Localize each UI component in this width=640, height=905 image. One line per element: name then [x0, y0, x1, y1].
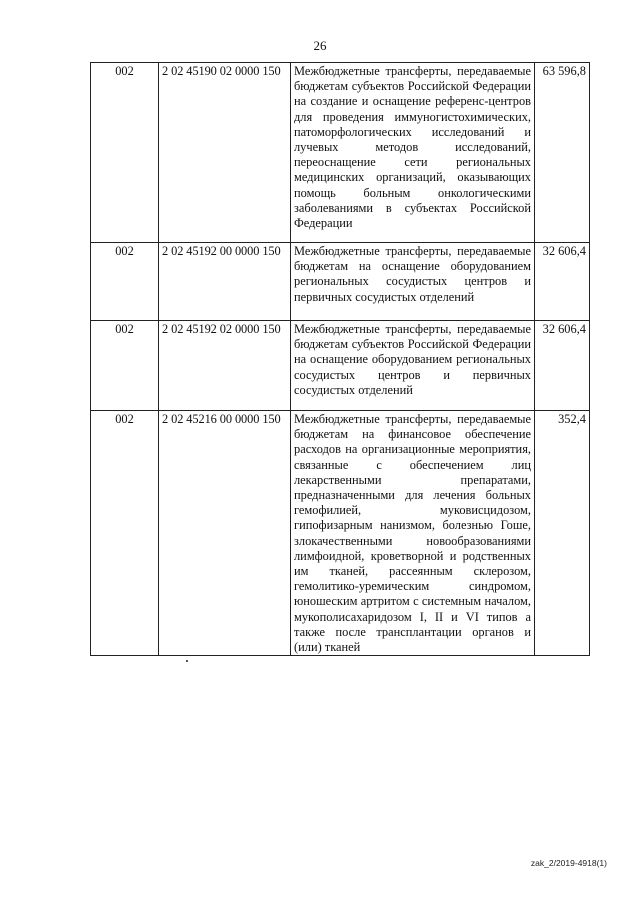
description-cell: Межбюджетные трансферты, передаваемые бюджетам субъектов Российской Федерации на создание и оснащение референс-центров для проведения иммуногистохимических, патоморфологических исследований и лучевых методов исследований, переоснащение сети региональных медицинских организаций, оказывающих помощь больным онкологическими заболеваниями в субъектах Российской Федерации [291, 63, 535, 243]
table-row [91, 63, 590, 243]
table-row [91, 321, 590, 411]
description-cell: Межбюджетные трансферты, передаваемые бюджетам на финансовое обеспечение расходов на организационные мероприятия, связанные с обеспечением лиц лекарственными препаратами, предназначенными для лечения больных гемофилией, муковисцидозом, гипофизарным нанизмом, болезнью Гоше, злокачественными новообразованиями лимфоидной, кроветворной и родственных им тканей, рассеянным склерозом, гемолитико-уремическим синдромом, юношеским артритом с системным началом, мукополисахаридозом I, II и VI типов а также после трансплантации органов и (или) тканей [291, 411, 535, 656]
admin-code-cell: 002 [91, 63, 159, 243]
table-row [91, 411, 590, 656]
amount-cell: 352,4 [535, 411, 590, 656]
admin-code-cell: 002 [91, 243, 159, 321]
footer-reference: zak_2/2019-4918(1) [530, 858, 607, 868]
budget-code-cell: 2 02 45190 02 0000 150 [159, 63, 291, 243]
amount-cell: 32 606,4 [535, 243, 590, 321]
table-row [91, 243, 590, 321]
budget-code-cell: 2 02 45192 02 0000 150 [159, 321, 291, 411]
scan-mark [186, 660, 188, 662]
page-number: 26 [313, 38, 327, 53]
budget-table [90, 62, 590, 656]
budget-code-cell: 2 02 45216 00 0000 150 [159, 411, 291, 656]
admin-code-cell: 002 [91, 411, 159, 656]
admin-code-cell: 002 [91, 321, 159, 411]
description-cell: Межбюджетные трансферты, передаваемые бюджетам на оснащение оборудованием региональных сосудистых центров и первичных сосудистых отделений [291, 243, 535, 321]
budget-code-cell: 2 02 45192 00 0000 150 [159, 243, 291, 321]
amount-cell: 32 606,4 [535, 321, 590, 411]
amount-cell: 63 596,8 [535, 63, 590, 243]
description-cell: Межбюджетные трансферты, передаваемые бюджетам субъектов Российской Федерации на оснащение оборудованием региональных сосудистых центров и первичных сосудистых отделений [291, 321, 535, 411]
